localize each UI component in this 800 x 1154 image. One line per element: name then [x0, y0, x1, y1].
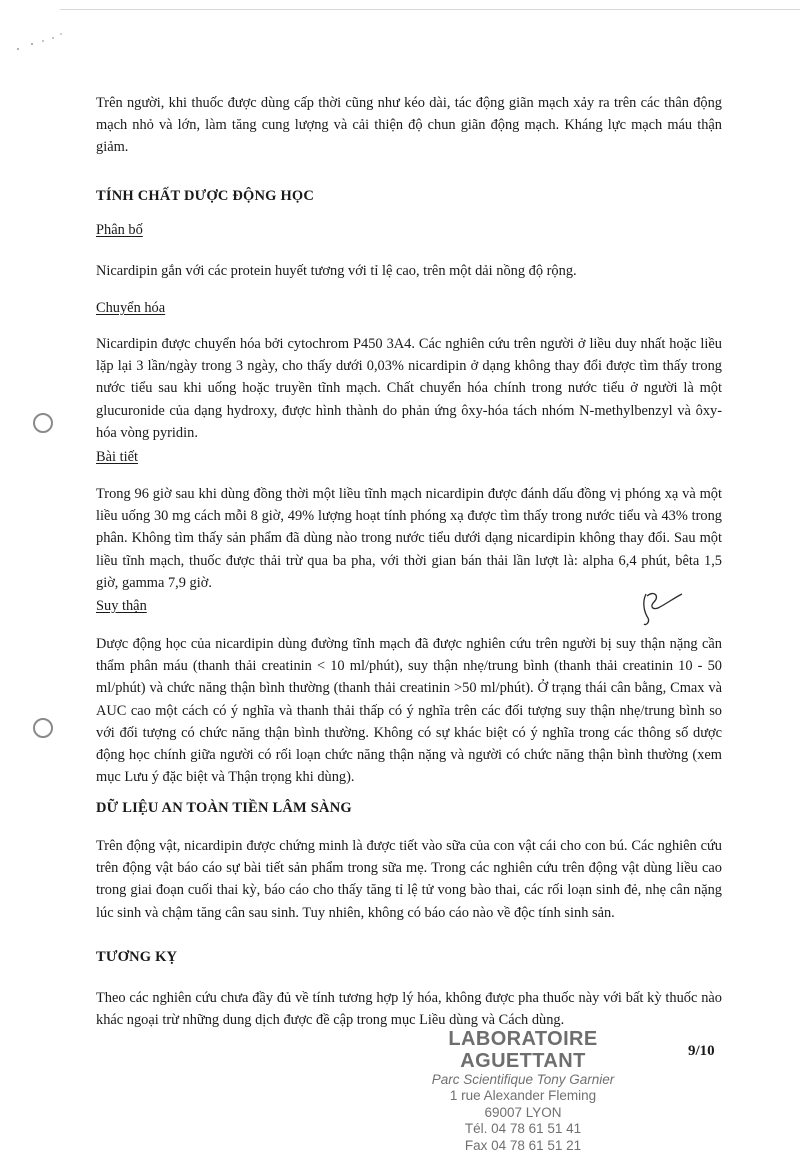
renal-impairment-heading: Suy thận: [96, 598, 147, 614]
excretion-heading: Bài tiết: [96, 449, 138, 465]
renal-impairment-text: Dược động học của nicardipin dùng đường tĩnh mạch đã được nghiên cứu trên người bị suy thận nặng cần thẩm phân máu (thanh thải creatinin < 10 ml/phút), suy thận nhẹ/trung bình (thanh thải creatinin 10 - 50 ml/phút) và chức năng thận bình thường (thanh thải creatinin >50 ml/phút). Ở trạng thái cân bằng, Cmax và AUC cao một cách có ý nghĩa và thanh thải thấp có ý nghĩa trên các đối tượng suy thận nhẹ/trung bình so với đối tượng có chức năng thận bình thường. Không có sự khác biệt có ý nghĩa trong các thông số dược động học chính giữa người có rối loạn chức năng thận nặng và người có chức năng thận bình thường (xem mục Lưu ý đặc biệt và Thận trọng khi dùng).: [96, 636, 722, 786]
excretion-text: Trong 96 giờ sau khi dùng đồng thời một liều tĩnh mạch nicardipin được đánh dấu đồng vị phóng xạ và một liều uống 30 mg cách mỗi 8 giờ, 49% lượng hoạt tính phóng xạ được tìm thấy trong nước tiểu và 43% trong phân. Không tìm thấy sản phẩm đã dùng nào trong nước tiểu dưới dạng nicardipin không thay đổi. Sau một liều tĩnh mạch, thuốc được thải trừ qua ba pha, với thời gian bán thải lần lượt là: alpha 6,4 phút, bêta 1,5 giờ, gamma 7,9 giờ.: [96, 486, 722, 591]
metabolism-heading: Chuyển hóa: [96, 300, 166, 316]
stamp-street: 1 rue Alexander Fleming: [449, 1088, 597, 1104]
metabolism-text: Nicardipin được chuyển hóa bởi cytochrom P450 3A4. Các nghiên cứu trên người ở liều duy nhất hoặc liều lặp lại 3 lần/ngày trong 3 ngày, cho thấy dưới 0,03% nicardipin ở dạng không thay đổi được tìm thấy trong nước tiểu sau khi uống hoặc truyền tĩnh mạch. Chất chuyển hóa chính trong nước tiểu ở người là một glucuronide của dạng hydroxy, được hình thành do phản ứng ôxy-hóa tách nhóm N-methylbenzyl và ôxy-hóa vòng pyridin.: [96, 336, 722, 441]
stamp-fax: Fax 04 78 61 51 21: [464, 1137, 582, 1153]
distribution-text: Nicardipin gắn với các protein huyết tương với tỉ lệ cao, trên một dải nồng độ rộng.: [96, 263, 577, 279]
page-number: 9/10: [688, 1043, 715, 1059]
incompatibility-text: Theo các nghiên cứu chưa đầy đủ về tính tương hợp lý hóa, không được pha thuốc này với bất kỳ thuốc nào khác ngoại trừ những dung dịch được đề cập trong mục Liều dùng và Cách dùng.: [96, 990, 722, 1029]
distribution-heading: Phân bố: [96, 222, 143, 238]
laboratory-stamp: [398, 1028, 648, 1154]
incompatibility-title: TƯƠNG KỴ: [96, 949, 178, 965]
punch-hole-lower: [33, 718, 53, 738]
handwritten-signature: [638, 588, 688, 628]
pharmacokinetics-title: TÍNH CHẤT DƯỢC ĐỘNG HỌC: [96, 188, 315, 204]
preclinical-title: DỮ LIỆU AN TOÀN TIỀN LÂM SÀNG: [96, 800, 352, 816]
stamp-lab-name: LABORATOIRE AGUETTANT: [448, 1028, 598, 1072]
preclinical-text: Trên động vật, nicardipin được chứng minh là được tiết vào sữa của con vật cái cho con bú. Các nghiên cứu trên động vật báo cáo sự bài tiết sản phẩm trong sữa mẹ. Trong các nghiên cứu trên động vật dùng liều cao trong giai đoạn cuối thai kỳ, báo cáo cho thấy tăng tỉ lệ tử vong bào thai, các rối loạn sinh đẻ, nhẹ cân nặng lúc sinh và chậm tăng cân sau sinh. Tuy nhiên, không có báo cáo nào về độc tính sinh sản.: [96, 838, 722, 921]
scan-speck-marks: [15, 27, 75, 57]
stamp-park: Parc Scientifique Tony Garnier: [431, 1072, 615, 1087]
intro-paragraph: Trên người, khi thuốc được dùng cấp thời cũng như kéo dài, tác động giãn mạch xảy ra trên các thân động mạch nhỏ và lớn, làm tăng cung lượng và cải thiện độ chun giãn động mạch. Kháng lực mạch máu thận giảm.: [96, 95, 722, 156]
stamp-city: 69007 LYON: [484, 1104, 562, 1120]
stamp-tel: Tél. 04 78 61 51 41: [464, 1121, 582, 1137]
top-edge-rule: [60, 9, 800, 10]
punch-hole-upper: [33, 413, 53, 433]
